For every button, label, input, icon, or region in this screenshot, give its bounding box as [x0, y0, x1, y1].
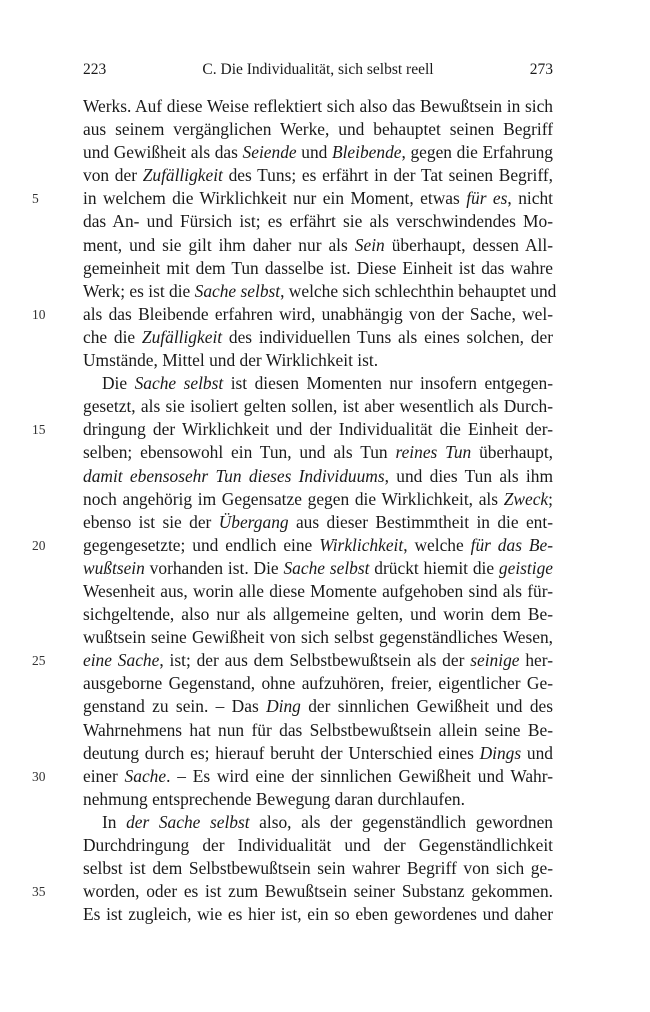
line-text: sichgeltende, also nur als allgemeine gelten, und worin dem Be- [83, 604, 553, 625]
line-number: 30 [32, 768, 46, 784]
text-line [32, 649, 553, 672]
line-text: ebenso ist sie der Übergang aus dieser Bestimmtheit in die ent- [83, 511, 553, 532]
text-line [83, 118, 553, 141]
line-text: Werks. Auf diese Weise reflektiert sich also das Bewußtsein in sich [83, 96, 553, 116]
line-text: Durchdringung der Individualität und der Gegenständlichkeit [83, 835, 553, 855]
line-text: Wahrnehmens hat nun für das Selbstbewußtsein allein seine Be- [83, 719, 553, 740]
text-line [83, 395, 553, 418]
text-line [83, 164, 553, 187]
text-line [32, 534, 553, 557]
line-number: 20 [32, 537, 46, 553]
text-line [83, 672, 553, 695]
text-line [32, 880, 553, 903]
line-text: gemeinheit mit dem Tun dasselbe ist. Diese Einheit ist das wahre [83, 257, 553, 278]
line-text: Die Sache selbst ist diesen Momenten nur insofern entgegen- [102, 373, 553, 394]
text-line [83, 811, 553, 834]
line-number: 10 [32, 306, 46, 322]
text-line [83, 488, 553, 511]
text-line [32, 303, 553, 326]
line-text: das An- und Fürsich ist; es erfährt sie als verschwindendes Mo- [83, 211, 553, 232]
line-number: 5 [32, 191, 39, 207]
line-text: als das Bleibende erfahren wird, unabhängig von der Sache, wel- [83, 303, 553, 324]
text-line [32, 765, 553, 788]
line-text: Wesenheit aus, worin alle diese Momente aufgehoben sind als für- [83, 580, 553, 601]
running-title: C. Die Individualität, sich selbst reell [202, 61, 434, 78]
line-text: selben; ebensowohl ein Tun, und als Tun reines Tun überhaupt, [83, 442, 553, 463]
text-line [83, 580, 553, 603]
line-text: selbst ist dem Selbstbewußtsein sein wahrer Begriff von sich ge- [83, 858, 553, 879]
page-number-left: 223 [83, 61, 107, 78]
text-line [83, 742, 553, 765]
text-line [83, 349, 553, 372]
line-text: che die Zufälligkeit des individuellen Tuns als eines solchen, der [83, 326, 554, 347]
line-text: dringung der Wirklichkeit und der Individualität die Einheit der- [83, 419, 553, 440]
line-text: wußtsein vorhanden ist. Die Sache selbst drückt hiemit die geistige [83, 557, 553, 578]
text-line [83, 234, 553, 257]
text-line [83, 141, 553, 164]
line-text: genstand zu sein. – Das Ding der sinnlichen Gewißheit und des [83, 696, 554, 717]
line-text: aus seinem vergänglichen Werke, und behauptet seinen Begriff [83, 119, 553, 140]
line-text: worden, oder es ist zum Bewußtsein seiner Substanz gekommen. [83, 881, 553, 902]
text-line [83, 695, 553, 718]
text-line [83, 557, 553, 580]
running-header [83, 61, 553, 83]
text-line [83, 441, 553, 464]
line-text: und Gewißheit als das Seiende und Bleibende, gegen die Erfahrung [83, 142, 553, 163]
text-line [83, 834, 553, 857]
line-text: gesetzt, als sie isoliert gelten sollen, ist aber wesentlich als Durch- [83, 396, 553, 417]
text-line [83, 903, 553, 926]
text-line [32, 187, 553, 210]
line-text: noch angehörig im Gegensatze gegen die Wirklichkeit, als Zweck; [83, 488, 553, 509]
line-number: 35 [32, 884, 46, 900]
line-text: Es ist zugleich, wie es hier ist, ein so eben gewordenes und daher [83, 904, 553, 925]
text-line [32, 418, 553, 441]
text-line [83, 280, 557, 303]
text-line [83, 626, 553, 649]
text-line [83, 210, 553, 233]
line-text: In der Sache selbst also, als der gegenständlich gewordnen [102, 811, 553, 832]
line-text: damit ebensosehr Tun dieses Individuums, und dies Tun als ihm [83, 465, 553, 486]
line-text: nehmung entsprechende Bewegung daran durchlaufen. [83, 788, 465, 809]
line-text: von der Zufälligkeit des Tuns; es erfährt in der Tat seinen Begriff, [83, 165, 553, 186]
line-text: ausgeborne Gegenstand, ohne aufzuhören, freier, eigentlicher Ge- [83, 673, 553, 694]
line-text: in welchem die Wirklichkeit nur ein Moment, etwas für es, nicht [83, 188, 553, 209]
text-line [83, 857, 553, 880]
text-line [83, 788, 553, 811]
text-line [83, 95, 553, 118]
text-line [83, 719, 553, 742]
text-line [83, 511, 553, 534]
line-text: ment, und sie gilt ihm daher nur als Sein überhaupt, dessen All- [83, 234, 553, 255]
line-text: deutung durch es; hierauf beruht der Unterschied eines Dings und [83, 742, 553, 763]
line-text: wußtsein seine Gewißheit von sich selbst gegenständliches Wesen, [83, 627, 553, 648]
line-text: eine Sache, ist; der aus dem Selbstbewußtsein als der seinige her- [83, 650, 553, 671]
line-text: gegengesetzte; und endlich eine Wirklichkeit, welche für das Be- [83, 534, 553, 555]
text-line [83, 257, 553, 280]
text-line [83, 465, 553, 488]
page-number-right: 273 [529, 61, 553, 78]
line-text: einer Sache. – Es wird eine der sinnlichen Gewißheit und Wahr- [83, 765, 553, 786]
line-number: 25 [32, 653, 46, 669]
body-text [32, 95, 557, 926]
line-text: Werk; es ist die Sache selbst, welche sich schlechthin behauptet und [83, 280, 557, 301]
text-line [83, 372, 553, 395]
text-line [83, 603, 553, 626]
text-line [83, 326, 553, 349]
line-number: 15 [32, 422, 46, 438]
line-text: Umstände, Mittel und der Wirklichkeit ist. [83, 350, 379, 371]
